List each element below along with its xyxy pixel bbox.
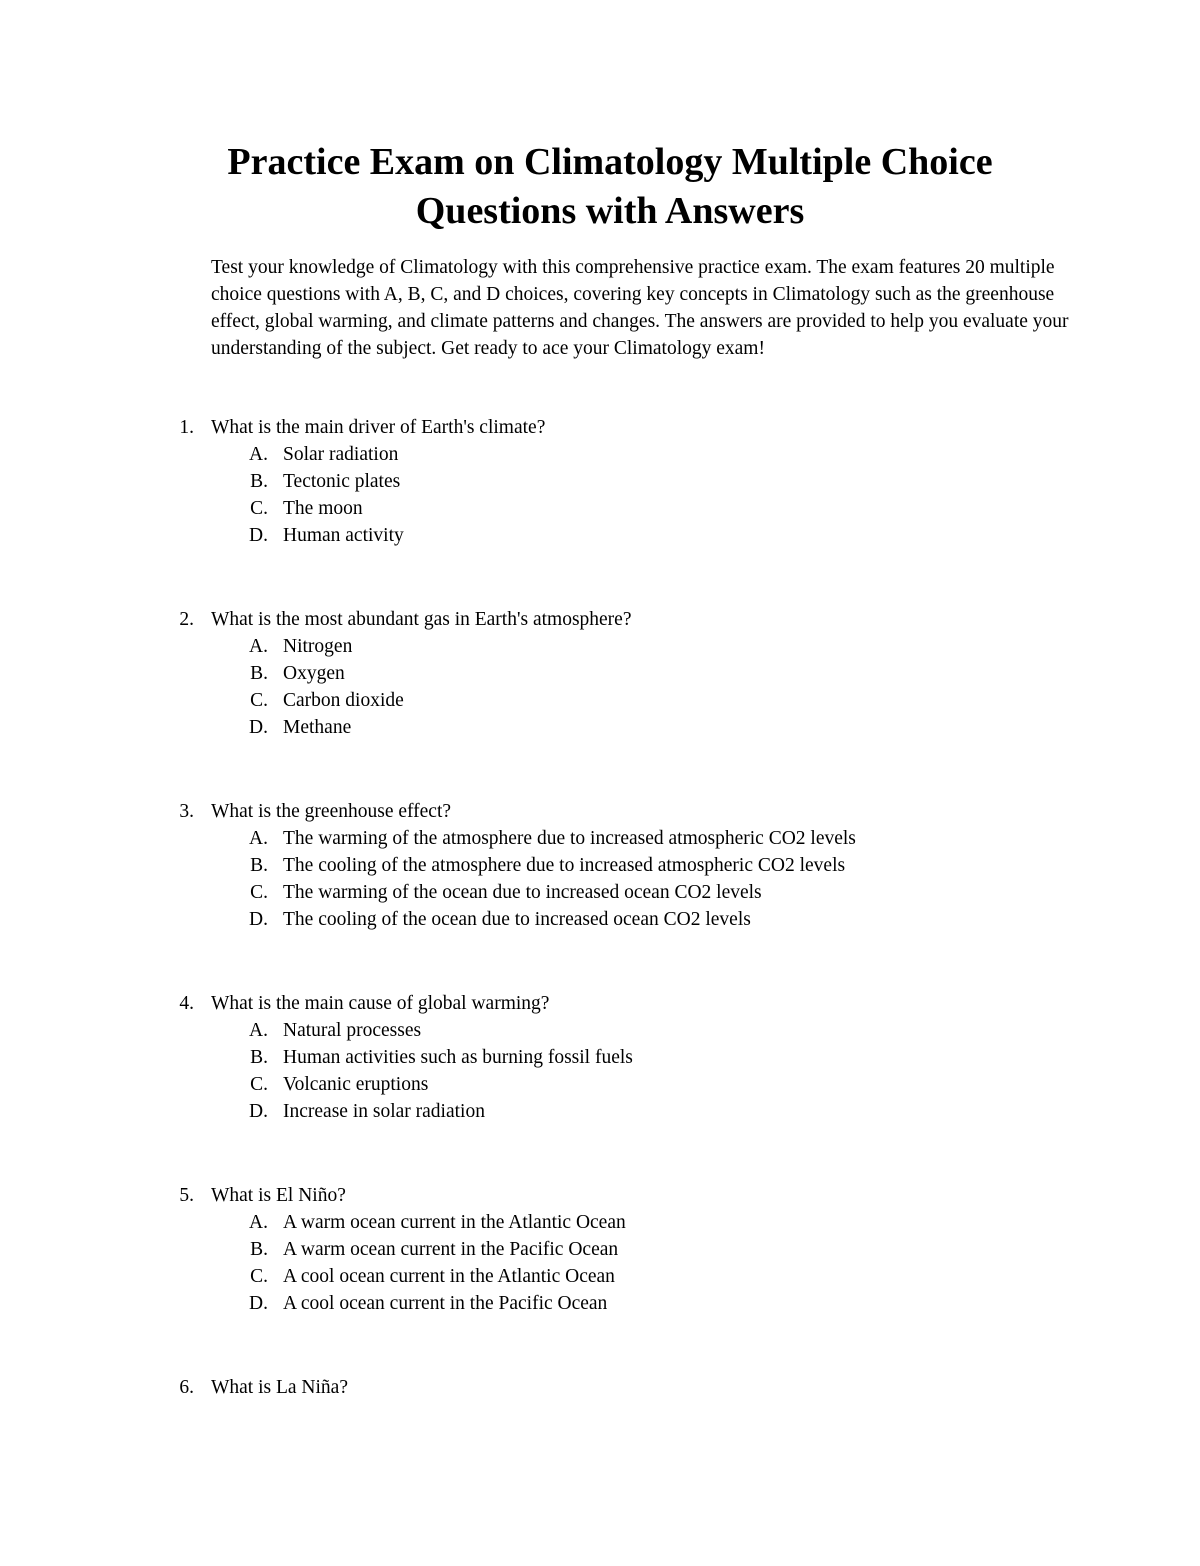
option-text: Nitrogen [283, 636, 353, 657]
question-number: 5. [179, 1185, 194, 1206]
option-letter: B. [250, 1239, 268, 1260]
option-text: A warm ocean current in the Atlantic Ocean [283, 1212, 626, 1233]
option-letter: D. [249, 717, 268, 738]
option-letter: B. [250, 855, 268, 876]
answer-option [0, 1044, 1200, 1071]
answer-option [0, 1071, 1200, 1098]
question-list [0, 414, 1200, 1566]
answer-option [0, 522, 1200, 549]
option-text: A cool ocean current in the Atlantic Ocean [283, 1266, 615, 1287]
question-text: What is the greenhouse effect? [211, 801, 452, 822]
option-text: Oxygen [283, 663, 345, 684]
question-row [0, 798, 1200, 825]
option-text: Carbon dioxide [283, 690, 404, 711]
question-item [0, 606, 1200, 798]
option-text: Human activities such as burning fossil fuels [283, 1047, 633, 1068]
question-text: What is La Niña? [211, 1377, 348, 1398]
question-item [0, 1374, 1200, 1566]
option-letter: C. [250, 882, 268, 903]
answer-option [0, 906, 1200, 933]
option-text: The cooling of the ocean due to increased ocean CO2 levels [283, 909, 751, 930]
question-row [0, 414, 1200, 441]
question-row [0, 990, 1200, 1017]
answer-option [0, 495, 1200, 522]
option-letter: D. [249, 1101, 268, 1122]
option-letter: B. [250, 663, 268, 684]
answer-option [0, 879, 1200, 906]
answer-option [0, 468, 1200, 495]
question-item [0, 414, 1200, 606]
question-text: What is the main driver of Earth's climate? [211, 417, 546, 438]
question-text: What is the main cause of global warming? [211, 993, 550, 1014]
option-letter: A. [249, 444, 268, 465]
option-letter: B. [250, 471, 268, 492]
answer-option [0, 441, 1200, 468]
question-number: 4. [179, 993, 194, 1014]
question-item [0, 1182, 1200, 1374]
option-letter: C. [250, 1074, 268, 1095]
answer-option [0, 1209, 1200, 1236]
option-letter: D. [249, 1293, 268, 1314]
option-text: Natural processes [283, 1020, 422, 1041]
question-row [0, 606, 1200, 633]
question-item [0, 798, 1200, 990]
answer-option [0, 1098, 1200, 1125]
answer-option [0, 633, 1200, 660]
option-text: The warming of the ocean due to increased ocean CO2 levels [283, 882, 762, 903]
document-title: Practice Exam on Climatology Multiple Choice Questions with Answers [227, 141, 993, 232]
answer-option [0, 1236, 1200, 1263]
answer-option [0, 1017, 1200, 1044]
option-text: Increase in solar radiation [283, 1101, 485, 1122]
question-number: 6. [179, 1377, 194, 1398]
option-text: Solar radiation [283, 444, 399, 465]
answer-option [0, 660, 1200, 687]
option-text: Volcanic eruptions [283, 1074, 429, 1095]
option-text: Methane [283, 717, 352, 738]
option-text: Tectonic plates [283, 471, 401, 492]
answer-option [0, 825, 1200, 852]
option-letter: A. [249, 1020, 268, 1041]
answer-option [0, 687, 1200, 714]
intro-paragraph: Test your knowledge of Climatology with this comprehensive practice exam. The exam features 20 multiple choice questions with A, B, C, and D choices, covering key concepts in Climatology such as the greenhouse effect, global warming, and climate patterns and changes. The answers are provided to help you evaluate your understanding of the subject. Get ready to ace your Climatology exam! [211, 257, 1069, 359]
option-text: The cooling of the atmosphere due to increased atmospheric CO2 levels [283, 855, 846, 876]
question-number: 1. [179, 417, 194, 438]
question-row [0, 1374, 1200, 1401]
answer-option [0, 714, 1200, 741]
question-number: 3. [179, 801, 194, 822]
option-text: The warming of the atmosphere due to increased atmospheric CO2 levels [283, 828, 856, 849]
option-letter: C. [250, 690, 268, 711]
option-letter: B. [250, 1047, 268, 1068]
question-text: What is El Niño? [211, 1185, 346, 1206]
option-letter: D. [249, 525, 268, 546]
question-text: What is the most abundant gas in Earth's atmosphere? [211, 609, 632, 630]
option-letter: A. [249, 636, 268, 657]
option-text: The moon [283, 498, 363, 519]
question-row [0, 1182, 1200, 1209]
answer-option [0, 1290, 1200, 1317]
option-letter: C. [250, 498, 268, 519]
answer-option [0, 852, 1200, 879]
question-item [0, 990, 1200, 1182]
option-letter: C. [250, 1266, 268, 1287]
option-text: Human activity [283, 525, 404, 546]
option-letter: D. [249, 909, 268, 930]
question-number: 2. [179, 609, 194, 630]
option-letter: A. [249, 828, 268, 849]
option-text: A warm ocean current in the Pacific Ocean [283, 1239, 619, 1260]
option-text: A cool ocean current in the Pacific Ocean [283, 1293, 608, 1314]
answer-option [0, 1263, 1200, 1290]
option-letter: A. [249, 1212, 268, 1233]
